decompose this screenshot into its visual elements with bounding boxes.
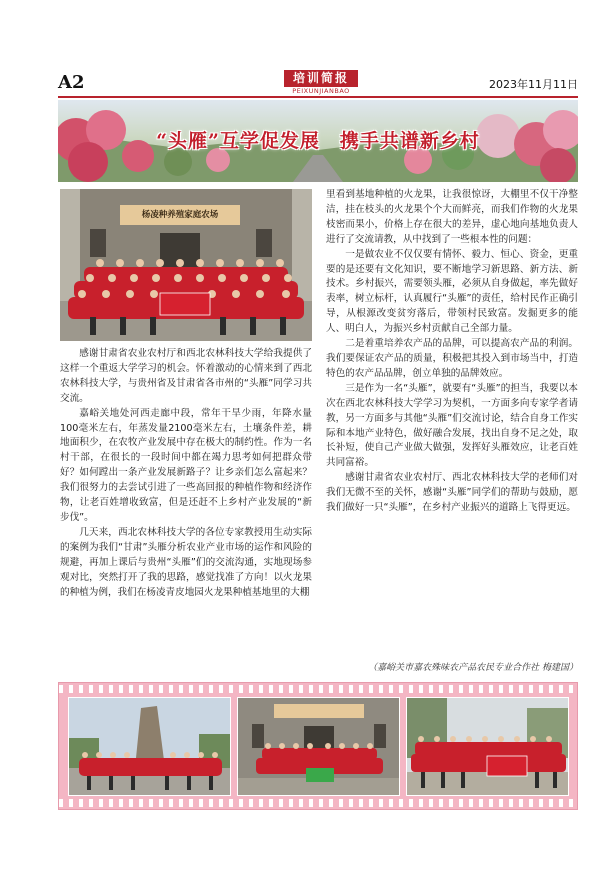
article-column-right [326, 188, 578, 516]
film-edge-top [59, 685, 577, 693]
issue-date: 2023年11月11日 [489, 78, 578, 91]
gallery-photo-stone-monument [68, 697, 231, 796]
building-sign-text: 杨凌种养殖家庭农场 [141, 210, 219, 220]
article-paragraph: 几天来，西北农林科技大学的各位专家教授用生动实际的案例为我们“甘肃”头雁分析农业产业市场的运作和风险的规避，再加上课后与贵州“头雁”们的交流沟通，实地现场参观对比，突然打开了我的思路，感觉找准了方向！以火龙果的种植为例，我们在杨凌青皮地园火龙果种植基地里的大棚 [60, 526, 312, 598]
page-number: A2 [58, 72, 85, 93]
gallery-photo-building [237, 697, 400, 796]
header-divider [58, 96, 578, 98]
article-paragraph: 感谢甘肃省农业农村厅和西北农林科技大学给我提供了这样一个重返大学学习的机会。怀着激动的心情来到了西北农林科技大学，与贵州省及甘肃省各市州的“头雁”同学习共交流。 [60, 348, 312, 404]
masthead-logo [284, 70, 358, 96]
article-paragraph: 二是着重培养农产品的品牌，可以提高农产品的利润。我们要保证农产品的质量，积极把其投入到市场当中，打造特色的农产品品牌，创立单独的品牌效应。 [326, 338, 578, 379]
photo-gallery [58, 682, 578, 810]
article-paragraph-continued: 里看到基地种植的火龙果，让我很惊讶，大棚里不仅干净整洁，挂在枝头的火龙果个个大而鲜亮，而我们作物的火龙果枝密而果小，价格上存在很大的差异，虚心地向基地负责人进行了交流请教，从中找到了一些根本性的问题： [326, 189, 578, 245]
article-paragraph: 嘉峪关地处河西走廊中段，常年干旱少雨，年降水量100毫米左右，年蒸发量2100毫米左右，土壤条件差，耕地面积少，在农牧产业发展中存在极大的制约性。作为一名村干部，在很长的一段时间中都在竭力思考如何把群众带好？如何蹚出一条产业发展新路子？让乡亲们怎么富起来？我们很努力的去尝试引进了一些高回报的种植作物和经济作物，让老百姓增收致富，但是还赶不上乡村产业发展的“新步伐”。 [60, 407, 312, 523]
article-paragraph: 一是做农业不仅仅要有情怀、毅力、恒心、资金，更重要的是还要有文化知识，要不断地学习新思路、新方法、新技术。乡村振兴，需要领头雁，必须从自身做起，率先做好表率，树立标杆，认真履行“头雁”的责任，给村民作正确引导，从根源改变贫穷落后，带领村民致富。发掘更多的能人、明白人，为振兴乡村贡献自己全部力量。 [326, 248, 578, 335]
masthead-pinyin: PEIXUNJIANBAO [292, 87, 350, 95]
title-banner [58, 100, 578, 182]
article-column-left [60, 347, 312, 600]
article-paragraph: 三是作为一名“头雁”，就要有“头雁”的担当，我要以本次在西北农林科技大学学习为契机，一方面多向专家学者请教，另一方面多与其他“头雁”们交流讨论，结合自身工作实际和本地产业特色，做好融合发展，找出自身不足之处，取长补短，使自己产业做大做强，发挥好头雁效应，让老百姓共同富裕。 [326, 382, 578, 469]
author-signature: （嘉峪关市嘉农殊味农产品农民专业合作社 梅建国） [368, 663, 578, 673]
article-headline: “头雁”互学促发展 携手共谱新乡村 [156, 130, 480, 152]
film-edge-bottom [59, 799, 577, 807]
gallery-photo-outdoor-group [406, 697, 569, 796]
masthead-title: 培训简报 [284, 70, 358, 87]
group-photo-main [60, 189, 312, 341]
article-paragraph: 感谢甘肃省农业农村厅、西北农林科技大学的老师们对我们无微不至的关怀，感谢“头雁”同学们的帮助与鼓励，愿我们做好一只“头雁”，在乡村产业振兴的道路上飞得更远。 [326, 472, 578, 514]
